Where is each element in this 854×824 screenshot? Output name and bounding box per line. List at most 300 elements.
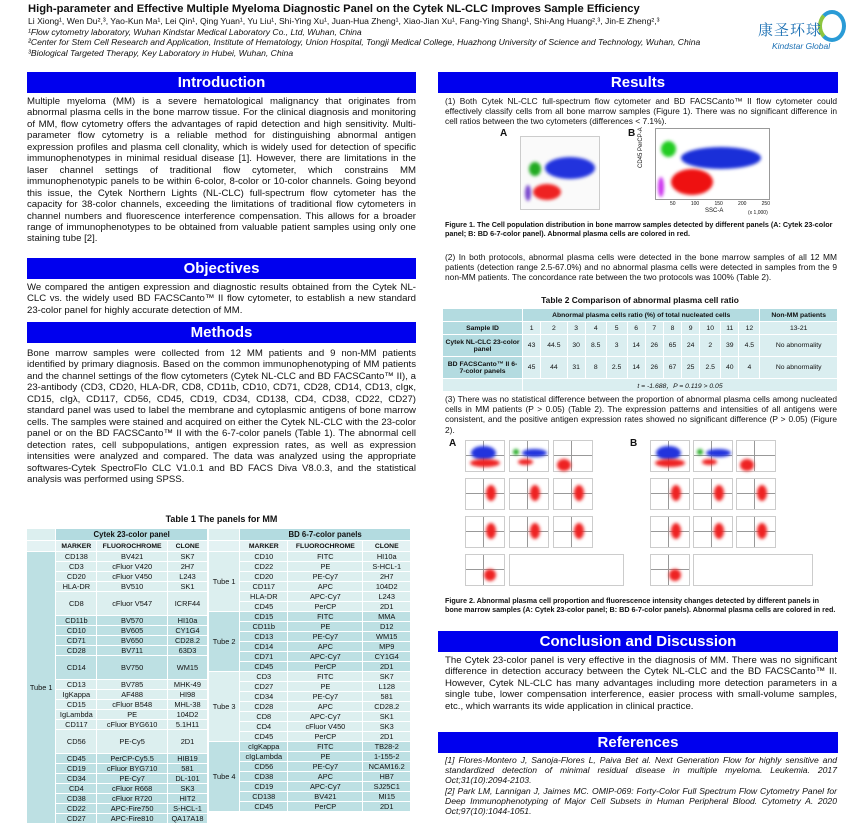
scatter-plot [736,478,776,510]
fluorochrome-cell: APC-Cy7 [288,712,363,722]
col-header: MARKER [240,541,288,552]
fluorochrome-cell: BV750 [97,656,168,680]
gate-line [651,531,689,532]
marker-cell: CD15 [240,612,288,622]
clone-cell: SK1 [363,712,411,722]
fluorochrome-cell: cFluor R668 [97,784,168,794]
reference-item: [2] Park LM, Lannigan J, Jaimes MC. OMIP-069: Forty-Color Full Spectrum Flow Cytometry Panel for Deep Immunophenotyping of Major Cell Subsets in Human Peripheral Blood. Cytometry A. 2020 Oct;97(10):1044-1051. [445,785,837,817]
marker-cell: CD45 [240,732,288,742]
sample-id: 1 [523,322,541,335]
marker-cell: CD22 [240,562,288,572]
statistics-table-image [509,554,624,586]
marker-cell: CD4 [56,784,97,794]
methods-heading: Methods [27,322,416,343]
affiliation: ³Biological Targeted Therapy, Key Laboratory in Hubei, Wuhan, China [28,47,294,58]
sample-id: 4 [585,322,606,335]
scatter-plot [650,478,690,510]
gate-line [510,531,548,532]
row-label: BD FACSCanto™ II 6-7-color panels [443,357,523,379]
table-row [443,379,838,392]
gate-line [737,493,775,494]
value-cell: 8 [585,357,606,379]
tick-label: 150 [714,201,723,207]
scatter-plot [650,440,690,472]
introduction-text: Multiple myeloma (MM) is a severe hematological malignancy that originates from abnormal plasma cells in the bone marrow tissue. For the clinical diagnosis and monitoring of MM, flow cytometry offers the advantages of rapid detection and high sensitivity. Multi-parameter flow cytometry is a reliable method for distinguishing abnormal antigen expression profiles and plasma cell clonality, which is widely used for detection of specific immunophenotypes in minimal residual disease [1]. However, there are limitations in the laser channel settings of traditional flow cytometer, which constrains MM immunophenotypic panels to be within 6-color, 8-color or 10-color channels. Going beyond this issue, the Cytek Northern Lights (NL-CLC) full-spectrum flow cytometer has the capacity for 38-color channels, exceeding the limitations of traditional flow cytometers in channel numbers and fluorescence interference compensation. This allows for a broader range of immunophenotypes to be obtained from valuable patient samples using only one staining tube [2]. [27,96,416,245]
clone-cell: 2D1 [363,802,411,812]
fluorochrome-cell: BV570 [97,616,168,626]
clone-cell: SK7 [167,552,207,562]
population-blob [574,485,584,501]
figure-2 [445,440,837,596]
fluorochrome-cell: APC-Cy7 [288,782,363,792]
gate-line [754,479,755,509]
clone-cell: 2D1 [363,732,411,742]
value-cell: 26 [645,335,663,357]
population-blob [513,449,519,455]
results-paragraph-1: (1) Both Cytek NL-CLC full-spectrum flow cytometer and BD FACSCanto™ II flow cytometer could effectively classify cells from all bone marrow samples (Figure 1). There was no significant difference in cell ratios between the two cytometers (differences < 7.1%). [445,96,837,127]
fluorochrome-cell: cFluor B548 [97,700,168,710]
logo-ring-icon [818,10,846,42]
sample-id: 7 [645,322,663,335]
clone-cell: ICRF44 [167,592,207,616]
conclusion-text: The Cytek 23-color panel is very effective in the diagnosis of MM. There was no significant difference in detection accuracy between the Cytek NL-CLC and the BD FACSCanto™ II. However, Cytek NL-CLC has many advantages including more detection parameters in a single tube, lower compensation interference, easier process with small-volume samples, etc., which warrants its wide application in clinical practice. [445,655,837,712]
clone-cell: 63D3 [167,646,207,656]
marker-cell: CD138 [240,792,288,802]
population-blob [484,569,496,581]
fluorochrome-cell: PE [288,752,363,762]
table-row [209,622,411,632]
clone-cell: 5.1H11 [167,720,207,730]
value-cell: 24 [682,335,700,357]
marker-cell: CD34 [240,692,288,702]
fluorochrome-cell: BV421 [288,792,363,802]
marker-cell: CD27 [56,814,97,824]
fluorochrome-cell: AF488 [97,690,168,700]
clone-cell: 581 [363,692,411,702]
gate-line [554,493,592,494]
population-blob [545,157,595,179]
scatter-plot [650,516,690,548]
col-header: CLONE [167,541,207,552]
scatter-plot-a [520,136,600,210]
col-header: MARKER [56,541,97,552]
methods-text: Bone marrow samples were collected from 12 MM patients and 9 non-MM patients identified by primary diagnosis. Based on the common immunophenotyping of MM patients and the channel settings of the flow cytometers (Cytek NL-CLC and BD FACSCanto™ II), a 23-antibody (CD3, CD20, HLA-DR, CD8, CD11b, CD10, CD71, CD28, CD14, CD13, cIgκ, CD15, cIgλ, CD117, CD56, CD45, CD19, CD34, CD138, CD4, CD38, CD22, CD27) standard panel was used to label the membrane and cytoplasmic antigens of bone marrow cells. The samples were stained and acquired on either the Cytek NL-CLC with the 23-color panel or on the BD FACSCanto™ II with the 6-7-color panels (Table 1). The abnormal cell detection rates, cell subpopulations, antigen expression rates, as well as expression intensities were analyzed and compared. The data was analyzed using the appropriate softwares-Cytek SpectroFlo CLC V1.0.1 and BD FACS Diva V8.0.3, and the statistical analysis was performed using SPSS. [27,348,416,485]
population-blob [669,569,681,581]
clone-cell: QA17A18 [167,814,207,824]
fluorochrome-cell: cFluor R720 [97,794,168,804]
marker-cell: CD38 [240,772,288,782]
marker-cell: CD34 [56,774,97,784]
marker-cell: CD15 [56,700,97,710]
scatter-plot [693,516,733,548]
value-cell: 4.5 [739,335,760,357]
table-row [209,552,411,562]
table-row [209,792,411,802]
marker-cell: CD45 [240,602,288,612]
table-row [209,702,411,712]
sample-id: 2 [541,322,567,335]
table-row [209,642,411,652]
marker-cell: CD56 [240,762,288,772]
value-cell: 2.5 [606,357,627,379]
marker-cell: CD28 [56,646,97,656]
sample-id: 5 [606,322,627,335]
clone-cell: MI15 [363,792,411,802]
scatter-plot [553,478,593,510]
gate-line [510,493,548,494]
scatter-plot [509,516,549,548]
row-label: Sample ID [443,322,523,335]
table2-caption: Table 2 Comparison of abnormal plasma cell ratio [541,295,739,305]
authors: Li Xiong¹, Wen Du²,³, Yao-Kun Ma¹, Lei Qin¹, Qing Yuan¹, Yu Liu¹, Shi-Ying Xu¹, Juan-Hua Zheng¹, Xiao-Jian Xu¹, Fang-Ying Shang¹, Shi-Ang Huang²,³, Jin-E Zheng²,³ [28,16,660,26]
scatter-plot [509,440,549,472]
table-row [209,732,411,742]
fluorochrome-cell: BV605 [97,626,168,636]
clone-cell: TB28-2 [363,742,411,752]
axis-label-x: SSC-A [705,208,724,214]
fluorochrome-cell: PE-Cy5 [97,730,168,754]
marker-cell: CD8 [56,592,97,616]
population-blob [486,523,496,539]
marker-cell: IgLambda [56,710,97,720]
gate-line [527,517,528,547]
marker-cell: CD13 [56,680,97,690]
tick-label: 50 [670,201,676,207]
marker-cell: CD3 [56,562,97,572]
fluorochrome-cell: PE-Cy7 [288,762,363,772]
gate-line [571,479,572,509]
population-blob [470,459,500,467]
marker-cell: CD38 [56,794,97,804]
group-header: Abnormal plasma cells ratio (%) of total nucleated cells [523,309,760,322]
table2 [442,308,838,392]
fluorochrome-cell: APC-Cy7 [288,592,363,602]
col-header: FLUOROCHROME [288,541,363,552]
fluorochrome-cell: PE [97,710,168,720]
clone-cell: 2H7 [363,572,411,582]
marker-cell: CD117 [240,582,288,592]
clone-cell: 104D2 [167,710,207,720]
table-row [209,742,411,752]
figure-1-caption: Figure 1. The Cell population distribution in bone marrow samples detected by different panels (A: Cytek 23-color panel; B: BD 6-7-color panel). Abnormal plasma cells are colored in red. [445,220,833,238]
value-cell: 30 [567,335,585,357]
col-header: CLONE [363,541,411,552]
fluorochrome-cell: PE [288,562,363,572]
fluorochrome-cell: BV650 [97,636,168,646]
value-cell: 67 [663,357,681,379]
clone-cell: HI10a [167,616,207,626]
scatter-plot [465,440,505,472]
fluorochrome-cell: BV421 [97,552,168,562]
sample-id: 11 [721,322,739,335]
fluorochrome-cell: PE-Cy7 [288,692,363,702]
table-row [209,672,411,682]
table-row [443,357,838,379]
gate-line [668,517,669,547]
gate-line [527,479,528,509]
marker-cell: CD28 [240,702,288,712]
statistics-table-image [693,554,813,586]
fluorochrome-cell: cFluor BYG710 [97,764,168,774]
scatter-plot [736,440,776,472]
tick-label: 200 [738,201,747,207]
fluorochrome-cell: APC-Fire810 [97,814,168,824]
clone-cell: 2D1 [363,602,411,612]
value-cell: 14 [627,335,645,357]
row-label: Cytek NL-CLC 23-color panel [443,335,523,357]
population-blob [486,485,496,501]
fluorochrome-cell: cFluor V450 [288,722,363,732]
table-row [209,782,411,792]
value-cell: 45 [523,357,541,379]
axis-unit: (x 1,000) [748,210,768,216]
value-cell: 26 [645,357,663,379]
gate-line [754,441,755,471]
poster-title: High-parameter and Effective Multiple Myeloma Diagnostic Panel on the Cytek NL-CLC Improves Sample Efficiency [28,3,640,15]
fluorochrome-cell: PE [288,682,363,692]
value-cell: 8.5 [585,335,606,357]
table-row [443,335,838,357]
value-cell: 2.5 [700,357,721,379]
sample-id: 13-21 [760,322,838,335]
table-row [209,712,411,722]
tube-label: Tube 1 [27,552,56,824]
marker-cell: CD138 [56,552,97,562]
population-blob [656,446,681,460]
figure-label: A [449,438,457,449]
value-cell: 44 [541,357,567,379]
logo-english: Kindstar Global [772,41,831,51]
clone-cell: DL-101 [167,774,207,784]
population-blob [522,449,547,457]
marker-cell: CD45 [240,662,288,672]
population-blob [574,523,584,539]
gate-line [754,517,755,547]
gate-line [694,531,732,532]
gate-line [651,493,689,494]
clone-cell: L243 [167,572,207,582]
marker-cell: CD14 [240,642,288,652]
table-row [209,802,411,812]
marker-cell: CD4 [240,722,288,732]
value-cell: 2 [700,335,721,357]
table-row [209,612,411,622]
marker-cell: CD71 [56,636,97,646]
col-header: FLUOROCHROME [97,541,168,552]
gate-line [737,455,775,456]
scatter-plot [693,440,733,472]
panel-title: BD 6-7-color panels [240,529,411,541]
population-blob [714,485,724,501]
marker-cell: CD45 [240,802,288,812]
figure-label: B [628,128,636,139]
value-cell: 25 [682,357,700,379]
clone-cell: 2H7 [167,562,207,572]
table-row [209,582,411,592]
marker-cell: CD20 [240,572,288,582]
fluorochrome-cell: FITC [288,612,363,622]
marker-cell: IgKappa [56,690,97,700]
affiliation: ¹Flow cytometry laboratory, Wuhan Kindstar Medical Laboratory Co., Ltd, Wuhan, China [28,26,362,37]
tube-label: Tube 2 [209,612,240,672]
gate-line [571,441,572,471]
fluorochrome-cell: BV711 [97,646,168,656]
scatter-plot [693,478,733,510]
clone-cell: SJ25C1 [363,782,411,792]
table-row [27,552,208,562]
marker-cell: CD14 [56,656,97,680]
gate-line [711,517,712,547]
fluorochrome-cell: FITC [288,742,363,752]
table1-bd-panels [208,528,411,812]
fluorochrome-cell: PerCP-Cy5.5 [97,754,168,764]
references-list [445,755,837,816]
marker-cell: HLA-DR [56,582,97,592]
clone-cell: SK7 [363,672,411,682]
marker-cell: CD71 [240,652,288,662]
population-blob [757,485,767,501]
clone-cell: SK3 [167,784,207,794]
clone-cell: MMA [363,612,411,622]
gate-line [668,479,669,509]
marker-cell: CD56 [56,730,97,754]
fluorochrome-cell: PE [288,622,363,632]
gate-line [466,569,504,570]
gate-line [483,555,484,585]
fluorochrome-cell: APC [288,582,363,592]
statistics: t = -1.688，P = 0.119 > 0.05 [523,379,838,392]
sample-id: 12 [739,322,760,335]
gate-line [711,479,712,509]
clone-cell: CD28.2 [167,636,207,646]
clone-cell: 2D1 [167,730,207,754]
value-cell: 4 [739,357,760,379]
fluorochrome-cell: FITC [288,552,363,562]
table-row [209,662,411,672]
clone-cell: 1-155-2 [363,752,411,762]
clone-cell: L128 [363,682,411,692]
affiliation: ²Center for Stem Cell Research and Application, Institute of Hematology, Union Hospital, Tongji Medical College, Huazhong University of Science and Technology, Wuhan, China [28,37,701,47]
clone-cell: CD28.2 [363,702,411,712]
population-blob [471,446,496,460]
fluorochrome-cell: cFluor V420 [97,562,168,572]
sample-id: 3 [567,322,585,335]
clone-cell: SK3 [363,722,411,732]
population-blob [671,523,681,539]
scatter-plot [736,516,776,548]
clone-cell: MHK-49 [167,680,207,690]
nonmm-cell: No abnormality [760,335,838,357]
population-blob [557,459,571,471]
table-row [209,692,411,702]
tube-label: Tube 3 [209,672,240,742]
table-row [209,752,411,762]
gate-line [483,517,484,547]
marker-cell: CD13 [240,632,288,642]
results-heading: Results [438,72,838,93]
fluorochrome-cell: cFluor V450 [97,572,168,582]
figure-2-caption: Figure 2. Abnormal plasma cell proportion and fluorescence intensity changes detected by different panels in bone marrow samples (A: Cytek 23-color panel; B: BD 6-7-color panels). Abnormal plasma cells are colored in red. [445,596,836,614]
population-blob [661,141,676,157]
marker-cell: cIgLambda [240,752,288,762]
marker-cell: CD10 [240,552,288,562]
scatter-plot-b [655,128,770,200]
population-blob [518,459,533,465]
clone-cell: WM15 [363,632,411,642]
fluorochrome-cell: PerCP [288,602,363,612]
gate-line [737,531,775,532]
tick-label: 250 [761,201,770,207]
table-row [443,322,838,335]
scatter-plot [553,440,593,472]
value-cell: 39 [721,335,739,357]
reference-item: [1] Flores-Montero J, Sanoja-Flores L, Paiva Bet al. Next Generation Flow for highly sensitive and standardized detection of minimal residual disease in multiple myeloma. Leukemia. 2017 Oct;31(10):2094-2103. [445,755,837,786]
marker-cell: CD3 [240,672,288,682]
sample-id: 6 [627,322,645,335]
clone-cell: SK1 [167,582,207,592]
fluorochrome-cell: APC [288,772,363,782]
figure-label: A [500,128,508,139]
fluorochrome-cell: PE-Cy7 [288,632,363,642]
scatter-plot [650,554,690,586]
gate-line [466,531,504,532]
clone-cell: S-HCL-1 [167,804,207,814]
table-row [209,602,411,612]
population-blob [714,523,724,539]
gate-line [571,517,572,547]
clone-cell: D12 [363,622,411,632]
scatter-plot [553,516,593,548]
clone-cell: HI98 [167,690,207,700]
marker-cell: CD8 [240,712,288,722]
clone-cell: WM15 [167,656,207,680]
fluorochrome-cell: FITC [288,672,363,682]
clone-cell: NCAM16.2 [363,762,411,772]
population-blob [658,177,664,197]
gate-line [483,479,484,509]
marker-cell: CD20 [56,572,97,582]
gate-line [694,493,732,494]
sample-id: 8 [663,322,681,335]
population-blob [706,449,731,457]
population-blob [671,169,713,195]
table1-caption: Table 1 The panels for MM [165,514,278,524]
table-row [209,682,411,692]
figure-1 [500,128,800,218]
clone-cell: HIB19 [167,754,207,764]
population-blob [681,147,761,169]
axis-label-y: CD45 PerCP-A [638,127,644,168]
conclusion-heading: Conclusion and Discussion [438,631,838,652]
nonmm-header: Non-MM patients [760,309,838,322]
population-blob [529,162,541,176]
table-row [209,572,411,582]
table-row [209,562,411,572]
population-blob [655,459,685,467]
clone-cell: HB7 [363,772,411,782]
marker-cell: CD11b [240,622,288,632]
panel-title: Cytek 23-color panel [56,529,208,541]
nonmm-cell: No abnormality [760,357,838,379]
marker-cell: HLA-DR [240,592,288,602]
clone-cell: MHL-38 [167,700,207,710]
clone-cell: S-HCL-1 [363,562,411,572]
value-cell: 65 [663,335,681,357]
results-paragraph-2: (2) In both protocols, abnormal plasma cells were detected in the bone marrow samples of all 12 MM patients (detection range 2.5-67.0%) and no abnormal plasma cells were detected in samples from the 9 non-MM patients. The concordance rate between the two protocols was 100% (Table 2). [445,252,837,283]
table-row [209,592,411,602]
clone-cell: 581 [167,764,207,774]
scatter-plot [465,554,505,586]
